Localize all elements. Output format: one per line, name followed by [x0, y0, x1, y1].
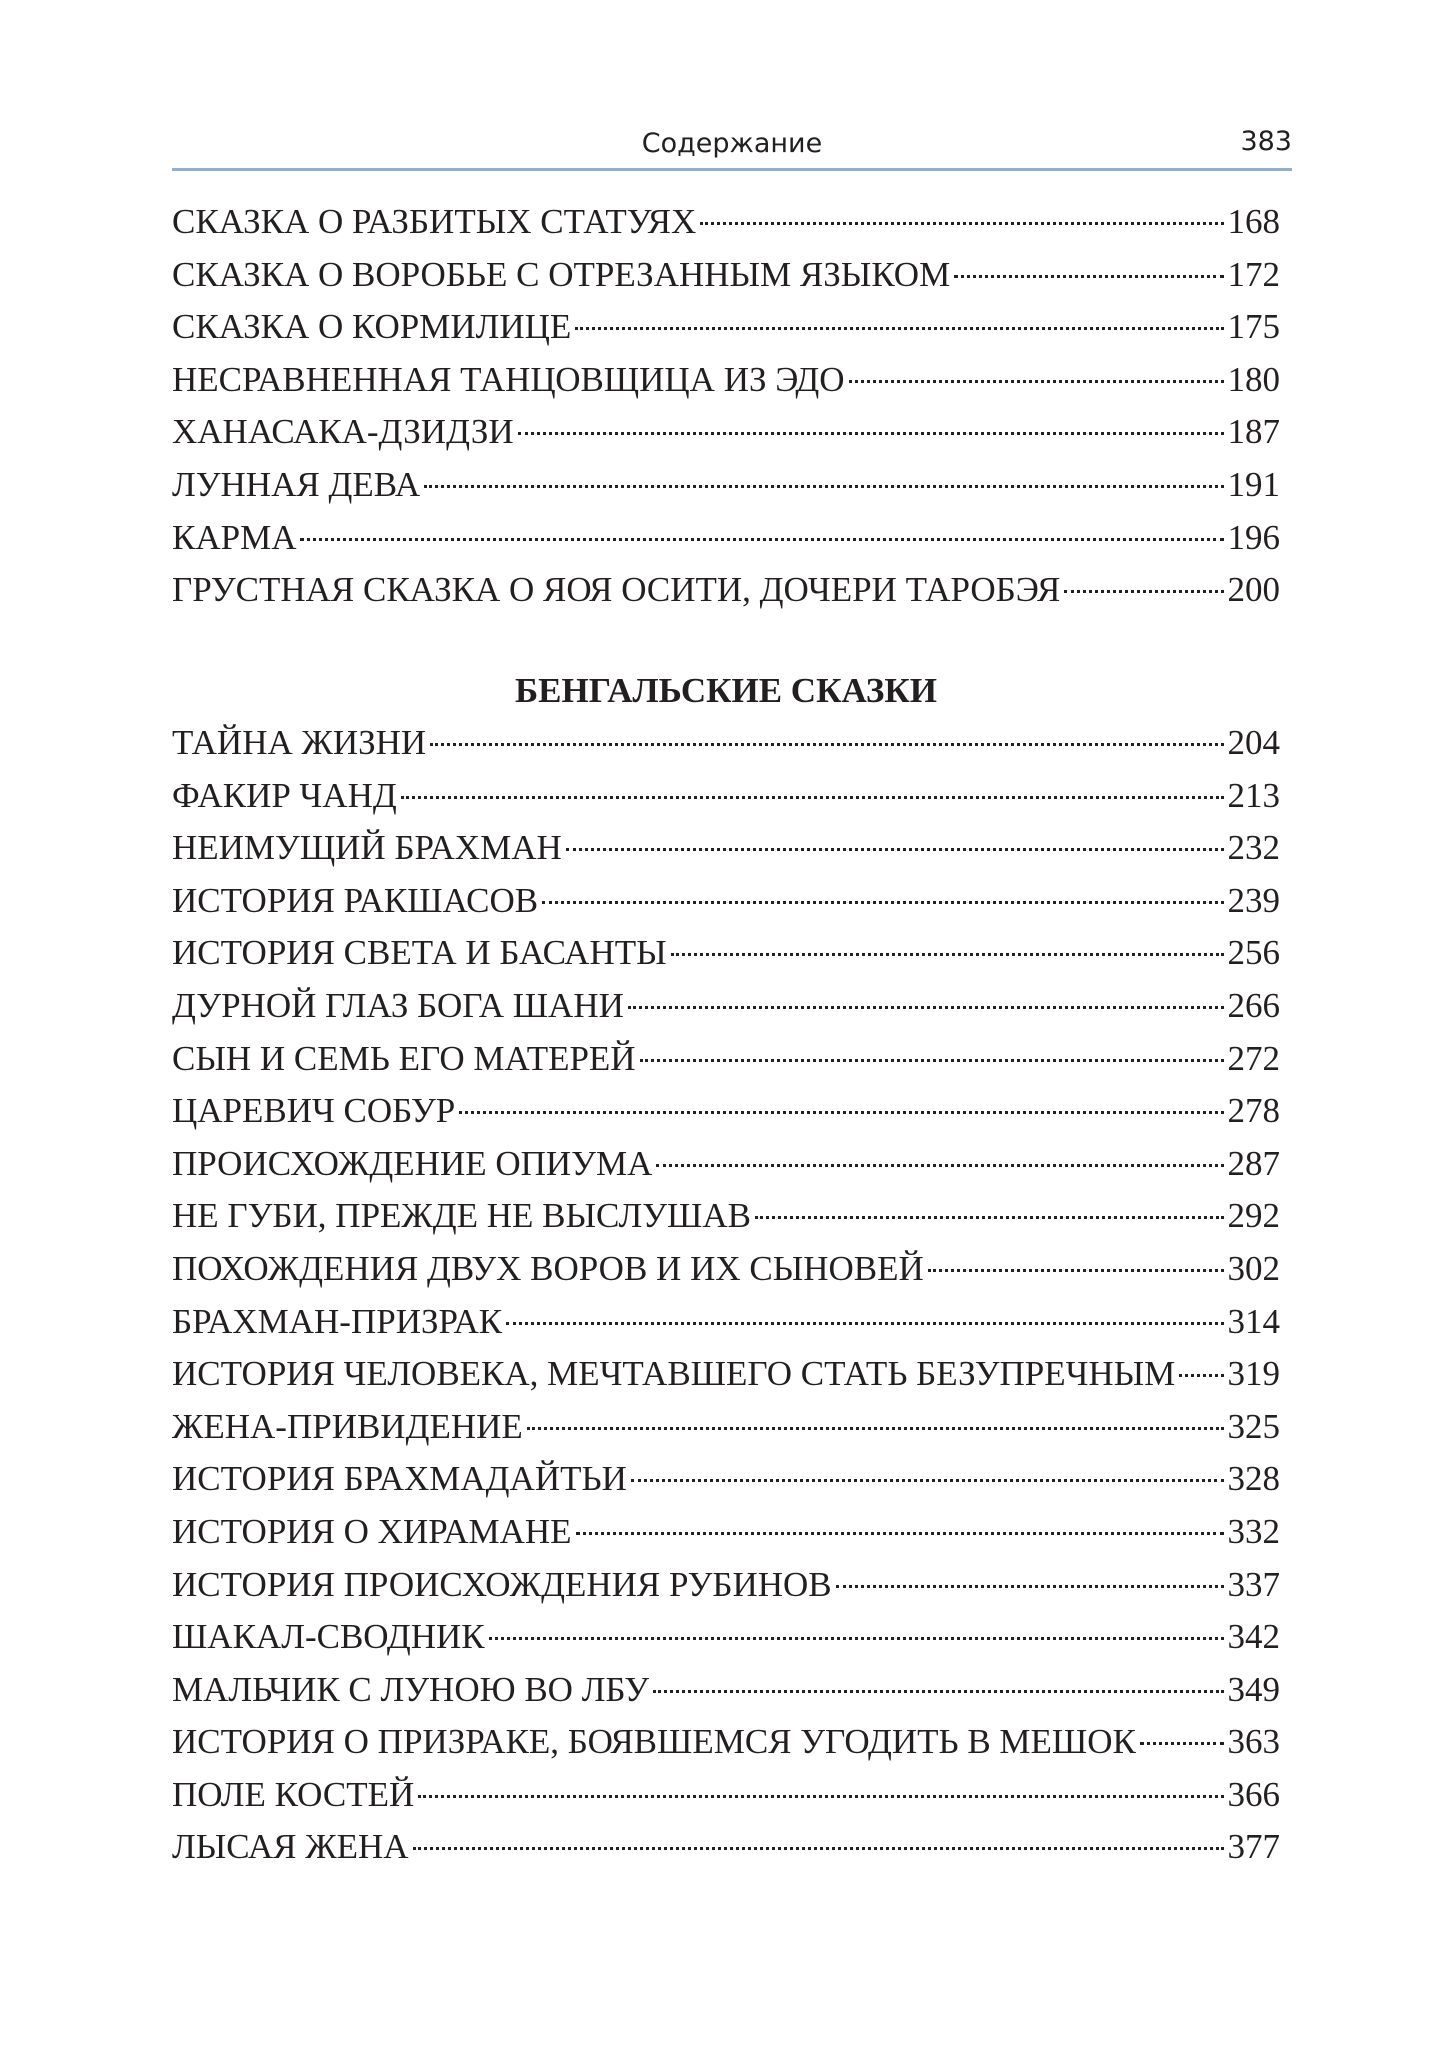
toc-entry [172, 1190, 1280, 1243]
running-title: Содержание [641, 128, 823, 159]
toc-entry [172, 770, 1280, 823]
entry-page-number: 349 [1227, 1669, 1280, 1709]
dot-leader [836, 1585, 1224, 1588]
toc-entry [172, 1296, 1280, 1349]
dot-leader [300, 538, 1223, 541]
dot-leader [628, 1006, 1224, 1009]
toc-entry [172, 1664, 1280, 1717]
section-heading: БЕНГАЛЬСКИЕ СКАЗКИ [515, 671, 937, 710]
entry-title: СКАЗКА О КОРМИЛИЦЕ [172, 307, 572, 347]
entry-page-number: 292 [1227, 1196, 1280, 1236]
entry-page-number: 191 [1227, 464, 1280, 504]
entry-title: ИСТОРИЯ ЧЕЛОВЕКА, МЕЧТАВШЕГО СТАТЬ БЕЗУПРЕЧНЫМ [172, 1354, 1176, 1394]
entry-page-number: 213 [1227, 775, 1280, 815]
entry-title: ИСТОРИЯ О ПРИЗРАКЕ, БОЯВШЕМСЯ УГОДИТЬ В МЕШОК [172, 1722, 1136, 1762]
toc-entry [172, 875, 1280, 928]
toc-entry [172, 1085, 1280, 1138]
dot-leader [656, 1164, 1223, 1167]
entry-page-number: 287 [1227, 1143, 1280, 1183]
dot-leader [631, 1479, 1224, 1482]
dot-leader [755, 1216, 1224, 1219]
entry-page-number: 175 [1227, 307, 1280, 347]
dot-leader [518, 432, 1224, 435]
dot-leader [424, 485, 1223, 488]
entry-page-number: 325 [1227, 1406, 1280, 1446]
dot-leader [700, 222, 1223, 225]
entry-page-number: 168 [1227, 202, 1280, 241]
dot-leader [1179, 1374, 1223, 1377]
toc-entry [172, 1611, 1280, 1664]
toc-entry [172, 1453, 1280, 1506]
entry-title: ИСТОРИЯ БРАХМАДАЙТЬИ [172, 1459, 627, 1499]
dot-leader [489, 1637, 1224, 1640]
dot-leader [653, 1690, 1223, 1693]
toc-entry [172, 822, 1280, 875]
toc-entry [172, 927, 1280, 980]
toc-entry [172, 301, 1280, 354]
entry-page-number: 342 [1227, 1617, 1280, 1657]
toc-entry [172, 1716, 1280, 1769]
entry-page-number: 377 [1227, 1827, 1280, 1867]
entry-title: НЕ ГУБИ, ПРЕЖДЕ НЕ ВЫСЛУШАВ [172, 1196, 751, 1236]
toc-entry [172, 1506, 1280, 1559]
toc-entry [172, 249, 1280, 302]
entry-title: ДУРНОЙ ГЛАЗ БОГА ШАНИ [172, 985, 624, 1025]
dot-leader [459, 1111, 1223, 1114]
entry-page-number: 180 [1227, 359, 1280, 399]
toc-list-bengali [172, 717, 1280, 1874]
toc-entry [172, 1348, 1280, 1401]
entry-title: ЖЕНА-ПРИВИДЕНИЕ [172, 1406, 523, 1446]
entry-title: ИСТОРИЯ РАКШАСОВ [172, 880, 539, 920]
entry-title: ПОХОЖДЕНИЯ ДВУХ ВОРОВ И ИХ СЫНОВЕЙ [172, 1248, 924, 1288]
dot-leader [418, 1795, 1223, 1798]
entry-page-number: 200 [1227, 570, 1280, 610]
entry-title: БРАХМАН-ПРИЗРАК [172, 1301, 503, 1341]
entry-page-number: 266 [1227, 985, 1280, 1025]
entry-page-number: 272 [1227, 1038, 1280, 1078]
toc-entry [172, 354, 1280, 407]
entry-page-number: 314 [1227, 1301, 1280, 1341]
entry-title: ТАЙНА ЖИЗНИ [172, 723, 427, 762]
entry-title: ЦАРЕВИЧ СОБУР [172, 1091, 456, 1131]
entry-title: НЕИМУЩИЙ БРАХМАН [172, 828, 562, 868]
toc-entry [172, 1401, 1280, 1454]
toc-entry [172, 1821, 1280, 1874]
dot-leader [1140, 1742, 1224, 1745]
dot-leader [575, 327, 1223, 330]
toc-entry [172, 980, 1280, 1033]
entry-title: ИСТОРИЯ О ХИРАМАНЕ [172, 1511, 572, 1551]
entry-title: ИСТОРИЯ СВЕТА И БАСАНТЫ [172, 933, 667, 973]
toc-entry [172, 1138, 1280, 1191]
dot-leader [566, 848, 1224, 851]
toc-entry [172, 512, 1280, 565]
dot-leader [849, 380, 1224, 383]
entry-page-number: 366 [1227, 1774, 1280, 1814]
dot-leader [1064, 590, 1223, 593]
page-number: 383 [1240, 126, 1292, 157]
toc-entry [172, 1559, 1280, 1612]
entry-title: СЫН И СЕМЬ ЕГО МАТЕРЕЙ [172, 1038, 636, 1078]
entry-title: КАРМА [172, 517, 297, 557]
entry-title: СКАЗКА О РАЗБИТЫХ СТАТУЯХ [172, 202, 697, 241]
toc-entry [172, 459, 1280, 512]
running-header [172, 118, 1292, 171]
toc-entry [172, 196, 1280, 249]
dot-leader [413, 1847, 1224, 1850]
toc-entry [172, 1243, 1280, 1296]
dot-leader [954, 275, 1223, 278]
dot-leader [576, 1532, 1224, 1535]
entry-page-number: 363 [1227, 1722, 1280, 1762]
entry-page-number: 319 [1227, 1354, 1280, 1394]
entry-page-number: 302 [1227, 1248, 1280, 1288]
entry-page-number: 239 [1227, 880, 1280, 920]
dot-leader [430, 743, 1223, 746]
entry-title: ПРОИСХОЖДЕНИЕ ОПИУМА [172, 1143, 653, 1183]
toc-entry [172, 1033, 1280, 1086]
toc-list-top [172, 196, 1280, 617]
entry-title: НЕСРАВНЕННАЯ ТАНЦОВЩИЦА ИЗ ЭДО [172, 359, 845, 399]
toc-entry [172, 1769, 1280, 1822]
entry-title: ИСТОРИЯ ПРОИСХОЖДЕНИЯ РУБИНОВ [172, 1564, 832, 1604]
dot-leader [671, 953, 1224, 956]
dot-leader [640, 1059, 1224, 1062]
entry-page-number: 332 [1227, 1511, 1280, 1551]
entry-page-number: 187 [1227, 412, 1280, 452]
entry-title: ШАКАЛ-СВОДНИК [172, 1617, 485, 1657]
entry-page-number: 204 [1227, 723, 1280, 762]
entry-title: ХАНАСАКА-ДЗИДЗИ [172, 412, 514, 452]
entry-title: МАЛЬЧИК С ЛУНОЮ ВО ЛБУ [172, 1669, 650, 1709]
dot-leader [542, 901, 1223, 904]
entry-title: ЛУННАЯ ДЕВА [172, 464, 421, 504]
entry-page-number: 196 [1227, 517, 1280, 557]
entry-title: ГРУСТНАЯ СКАЗКА О ЯОЯ ОСИТИ, ДОЧЕРИ ТАРОБЭЯ [172, 570, 1061, 610]
dot-leader [928, 1269, 1224, 1272]
entry-title: ПОЛЕ КОСТЕЙ [172, 1774, 415, 1814]
entry-page-number: 337 [1227, 1564, 1280, 1604]
dot-leader [506, 1322, 1223, 1325]
entry-page-number: 328 [1227, 1459, 1280, 1499]
toc-entry [172, 717, 1280, 770]
entry-title: СКАЗКА О ВОРОБЬЕ С ОТРЕЗАННЫМ ЯЗЫКОМ [172, 254, 951, 294]
entry-page-number: 232 [1227, 828, 1280, 868]
entry-page-number: 256 [1227, 933, 1280, 973]
entry-page-number: 172 [1227, 254, 1280, 294]
entry-title: ЛЫСАЯ ЖЕНА [172, 1827, 409, 1867]
toc-entry [172, 564, 1280, 617]
entry-page-number: 278 [1227, 1091, 1280, 1131]
dot-leader [401, 796, 1224, 799]
dot-leader [527, 1427, 1224, 1430]
entry-title: ФАКИР ЧАНД [172, 775, 397, 815]
toc-entry [172, 406, 1280, 459]
